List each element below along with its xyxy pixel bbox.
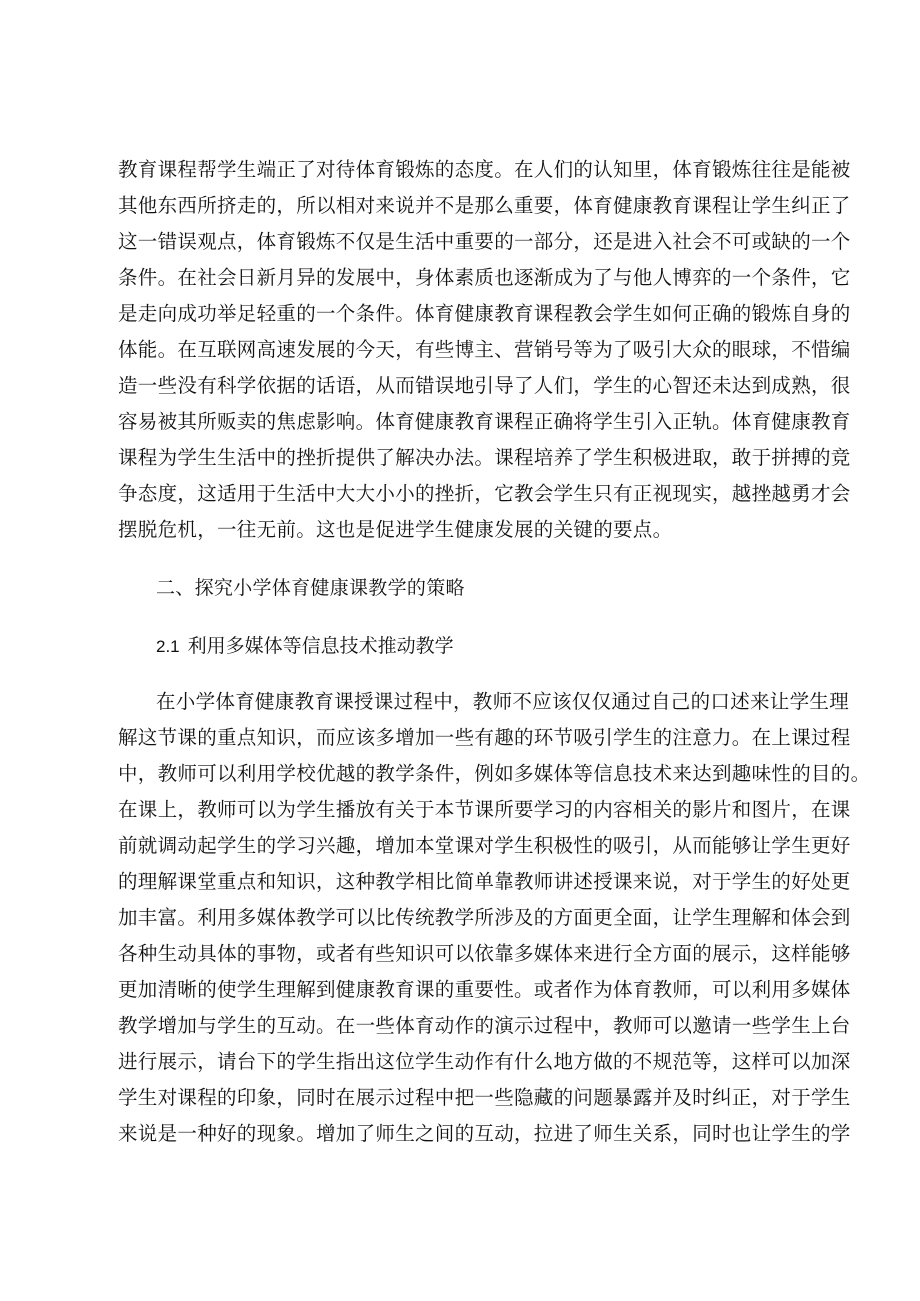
- paragraph-1-line: 是走向成功举足轻重的一个条件。体育健康教育课程教会学生如何正确的锻炼自身的: [118, 302, 851, 325]
- paragraph-1-line: 摆脱危机，一往无前。这也是促进学生健康发展的关键的要点。: [118, 518, 673, 541]
- paragraph-2-line: 来说是一种好的现象。增加了师生之间的互动，拉进了师生关系，同时也让学生的学: [118, 1122, 851, 1145]
- paragraph-1-line: 这一错误观点，体育锻炼不仅是生活中重要的一部分，还是进入社会不可或缺的一个: [118, 230, 851, 253]
- paragraph-1-line: 争态度，这适用于生活中大大小小的挫折，它教会学生只有正视现实，越挫越勇才会: [118, 482, 851, 505]
- paragraph-1-line: 其他东西所挤走的，所以相对来说并不是那么重要，体育健康教育课程让学生纠正了: [118, 194, 851, 217]
- subsection-number: 2.1: [156, 637, 180, 656]
- paragraph-2-line: 各种生动具体的事物，或者有些知识可以依靠多媒体来进行全方面的展示，这样能够: [118, 942, 851, 965]
- paragraph-1-line: 条件。在社会日新月异的发展中，身体素质也逐渐成为了与他人博弈的一个条件，它: [118, 266, 851, 289]
- paragraph-1-line: 教育课程帮学生端正了对待体育锻炼的态度。在人们的认知里，体育锻炼往往是能被: [118, 158, 851, 181]
- paragraph-2-line: 中，教师可以利用学校优越的教学条件，例如多媒体等信息技术来达到趣味性的目的。: [118, 762, 871, 785]
- paragraph-2-line: 加丰富。利用多媒体教学可以比传统教学所涉及的方面更全面，让学生理解和体会到: [118, 906, 851, 929]
- paragraph-2-line: 学生对课程的印象，同时在展示过程中把一些隐藏的问题暴露并及时纠正，对于学生: [118, 1086, 851, 1109]
- paragraph-1-line: 容易被其所贩卖的焦虑影响。体育健康教育课程正确将学生引入正轨。体育健康教育: [118, 410, 851, 433]
- paragraph-1-line: 课程为学生生活中的挫折提供了解决办法。课程培养了学生积极进取，敢于拼搏的竞: [118, 446, 851, 469]
- paragraph-2-line: 解这节课的重点知识，而应该多增加一些有趣的环节吸引学生的注意力。在上课过程: [118, 726, 851, 749]
- paragraph-2-line: 教学增加与学生的互动。在一些体育动作的演示过程中，教师可以邀请一些学生上台: [118, 1014, 851, 1037]
- paragraph-2-line: 在小学体育健康教育课授课过程中，教师不应该仅仅通过自己的口述来让学生理: [156, 690, 850, 713]
- paragraph-2-line: 进行展示，请台下的学生指出这位学生动作有什么地方做的不规范等，这样可以加深: [118, 1050, 851, 1073]
- subsection-heading: [156, 634, 454, 659]
- paragraph-1-line: 造一些没有科学依据的话语，从而错误地引导了人们，学生的心智还未达到成熟，很: [118, 374, 851, 397]
- paragraph-2-line: 在课上，教师可以为学生播放有关于本节课所要学习的内容相关的影片和图片，在课: [118, 798, 851, 821]
- subsection-title: 利用多媒体等信息技术推动教学: [187, 635, 454, 657]
- paragraph-2-line: 更加清晰的使学生理解到健康教育课的重要性。或者作为体育教师，可以利用多媒体: [118, 978, 851, 1001]
- paragraph-2-line: 前就调动起学生的学习兴趣，增加本堂课对学生积极性的吸引，从而能够让学生更好: [118, 834, 851, 857]
- paragraph-2-line: 的理解课堂重点和知识，这种教学相比简单靠教师讲述授课来说，对于学生的好处更: [118, 870, 851, 893]
- paragraph-1-line: 体能。在互联网高速发展的今天，有些博主、营销号等为了吸引大众的眼球，不惜编: [118, 338, 851, 361]
- section-heading: 二、探究小学体育健康课教学的策略: [156, 577, 465, 599]
